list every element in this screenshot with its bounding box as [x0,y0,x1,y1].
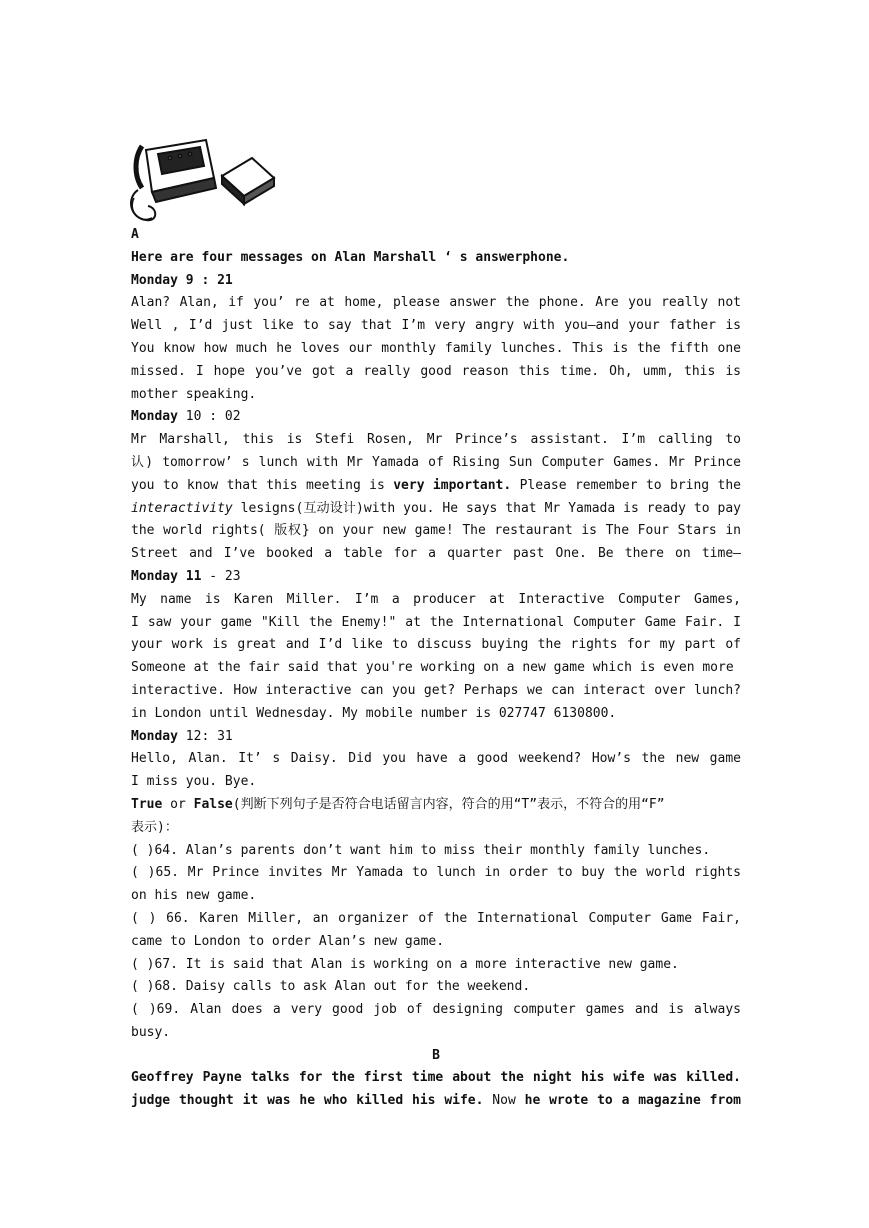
message-1-line: You know how much he loves our monthly family lunches. This is the fifth one [131,340,741,356]
message-3-line: Someone at the fair said that you're working on a new game which is even more [131,660,734,676]
message-4-time [131,726,741,749]
section-a-intro: Here are four messages on Alan Marshall ‘ s answerphone. [131,249,570,265]
message-2-line4-post: lesigns(互动设计)with you. He says that Mr Yamada is ready to pay [240,500,741,516]
message-4-time-rest: 12: 31 [177,728,233,744]
tf-false: False [193,796,233,812]
section-b-label: B [432,1047,440,1063]
message-3-time [131,566,741,589]
tf-instruction-text: (判断下列句子是否符合电话留言内容，符合的用“T”表示，不符合的用“F” [232,796,665,812]
message-3-line: your work is great and I’d like to discuss buying the rights for my part of [131,637,741,653]
question-69: ( )69. Alan does a very good job of designing computer games and is always [131,1002,741,1018]
telephone-answerphone-illustration [128,128,276,224]
tf-true: True [131,796,163,812]
message-2-time [131,406,741,429]
message-2-time-rest: 10 : 02 [177,409,241,425]
message-2-line: 认) tomorrow’ s lunch with Mr Yamada of Rising Sun Computer Games. Mr Prince [131,454,741,470]
message-2-line3-post: Please remember to bring the [511,477,741,493]
message-1-line: mother speaking. [131,386,257,402]
message-2-emphasis: very important. [393,477,512,493]
message-2-line: Street and I’ve booked a table for a quarter past One. Be there on time— [131,546,741,562]
question-66-cont: came to London to order Alan’s new game. [131,933,445,949]
message-4-line: I miss you. Bye. [131,774,257,790]
message-3-time-rest: - 23 [201,568,241,584]
question-65: ( )65. Mr Prince invites Mr Yamada to lunch in order to buy the world rights [131,865,741,881]
answering-machine-icon [222,158,274,204]
question-69-cont: busy. [131,1024,171,1040]
message-2-italic-term: interactivity [131,500,233,516]
question-67: ( )67. It is said that Alan is working on a more interactive new game. [131,956,679,972]
message-1-line: missed. I hope you’ve got a really good reason this time. Oh, umm, this is [131,363,741,379]
message-1-time: Monday 9 : 21 [131,272,233,288]
message-3-line: My name is Karen Miller. I’m a producer at Interactive Computer Games, [131,591,741,607]
message-3-line: interactive. How interactive can you get? Perhaps we can interact over lunch? [131,682,741,698]
message-2-line: Mr Marshall, this is Stefi Rosen, Mr Prince’s assistant. I’m calling to [131,432,741,448]
message-3-time-day: Monday 11 [131,568,202,584]
question-64: ( )64. Alan’s parents don’t want him to miss their monthly family lunches. [131,842,711,858]
tf-or: or [162,796,194,812]
section-b-line [131,1090,741,1113]
message-3-line: I saw your game "Kill the Enemy!" at the International Computer Game Fair. I [131,614,741,630]
question-66: ( ) 66. Karen Miller, an organizer of the International Computer Game Fair, [131,910,741,926]
tf-instruction-cont: 表示)： [131,819,178,835]
message-2-line: the world rights( 版权} on your new game! The restaurant is The Four Stars in [131,523,741,539]
section-b-line: Geoffrey Payne talks for the first time about the night his wife was killed. [131,1070,741,1086]
message-4-time-day: Monday [131,728,178,744]
message-1-line: Alan? Alan, if you’ re at home, please answer the phone. Are you really not [131,295,741,311]
question-65-cont: on his new game. [131,888,257,904]
section-b-now: Now [492,1093,516,1109]
message-2-line [131,498,741,521]
message-4-line: Hello, Alan. It’ s Daisy. Did you have a good weekend? How’s the new game [131,751,741,767]
telephone-icon [131,140,216,220]
message-2-line3-pre: you to know that this meeting is [131,477,394,493]
section-b-line2-pre: judge thought it was he who killed his wife. [131,1093,493,1109]
section-b-line2-post: he wrote to a magazine from [524,1093,741,1109]
question-68: ( )68. Daisy calls to ask Alan out for the weekend. [131,979,531,995]
message-3-line: in London until Wednesday. My mobile number is 027747 6130800. [131,705,617,721]
section-a-label: A [131,227,139,242]
section-a [131,224,741,1113]
message-2-time-day: Monday [131,409,178,425]
message-2-line [131,475,741,498]
tf-instruction [131,794,741,817]
message-1-line: Well , I’d just like to say that I’m very angry with you—and your father is [131,318,741,334]
